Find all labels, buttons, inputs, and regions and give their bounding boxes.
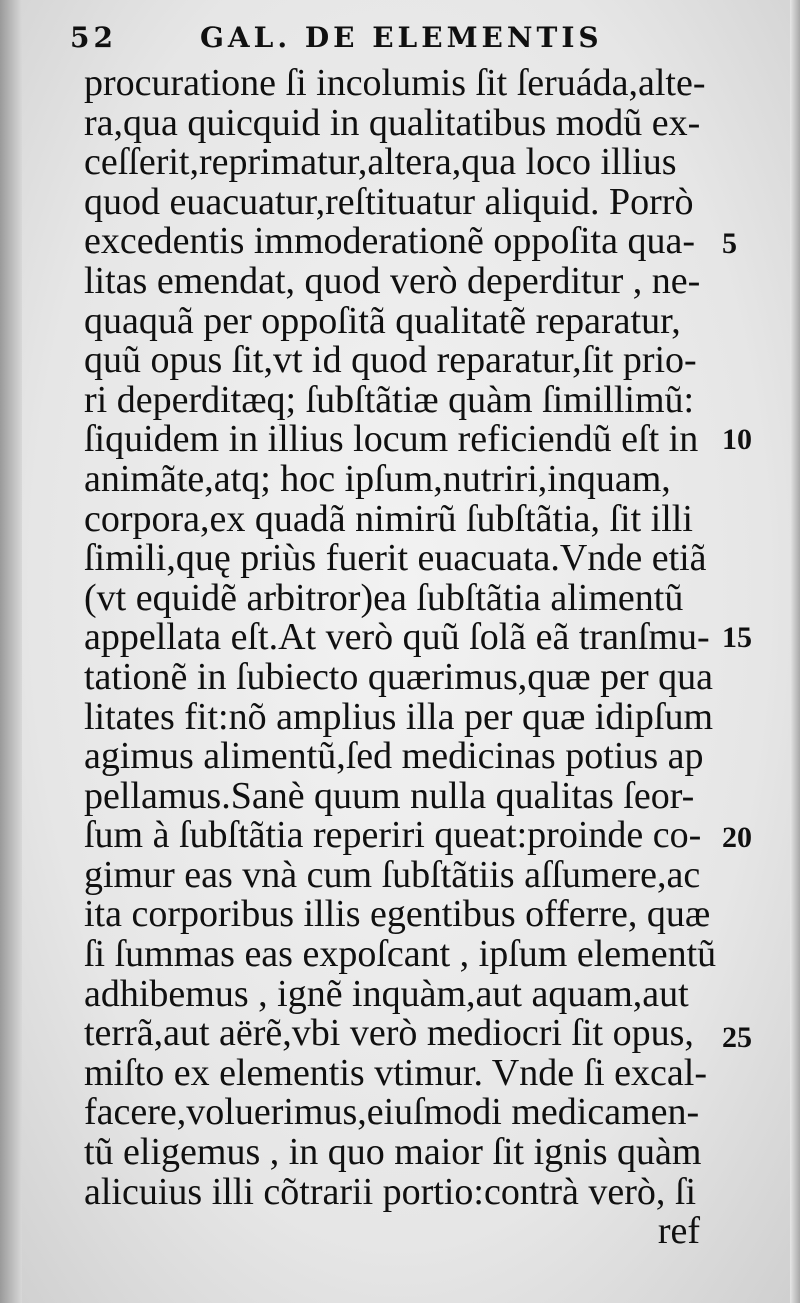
margin-line-number: 15 — [722, 621, 752, 654]
text-line: ri deperditæq; ſubſtãtiæ quàm ſimillimũ: — [84, 380, 695, 421]
page-edge-shadow — [790, 0, 800, 1303]
text-line: appellata eſt.At verò quũ ſolã eã tranſmu- — [84, 618, 710, 658]
text-line: facere,voluerimus,eiuſmodi medicamen- — [84, 1093, 700, 1134]
text-line: tationẽ in ſubiecto quærimus,quæ per qua — [84, 657, 714, 698]
body-text — [84, 64, 720, 1252]
text-line: animãte,atq; hoc ipſum,nutriri,inquam, — [84, 459, 671, 500]
text-line: quod euacuatur,reſtituatur aliquid. Porrò — [84, 182, 694, 223]
page-header — [70, 18, 630, 58]
text-line: ſum à ſubſtãtia reperiri queat:proinde co- — [84, 816, 702, 856]
text-line: (vt equidẽ arbitror)ea ſubſtãtia alimentũ — [84, 578, 684, 619]
margin-line-number: 20 — [722, 821, 752, 854]
text-line: litas emendat, quod verò deperditur , ne- — [84, 261, 701, 302]
running-head: GAL. DE ELEMENTIS — [200, 21, 603, 54]
margin-line-number: 5 — [722, 227, 737, 260]
text-line: alicuius illi cõtrarii portio:contrà verò, ſi — [84, 1172, 697, 1213]
text-line: corpora,ex quadã nimirũ ſubſtãtia, ſit illi — [84, 499, 693, 540]
text-line: ceſſerit,reprimatur,altera,qua loco illius — [84, 143, 677, 183]
margin-line-number: 10 — [722, 423, 752, 456]
text-line: excedentis immoderationẽ oppoſita qua- — [84, 222, 695, 262]
text-line: adhibemus , ignẽ inquàm,aut aquam,aut — [84, 974, 689, 1015]
page-number: 52 — [70, 21, 117, 54]
text-line: gimur eas vnà cum ſubſtãtiis aſſumere,ac — [84, 855, 701, 896]
text-line: ſi ſummas eas expoſcant , ipſum elementũ — [84, 935, 717, 975]
text-line: tũ eligemus , in quo maior ſit ignis quàm — [84, 1133, 702, 1173]
text-line: quaquã per oppoſitã qualitatẽ reparatur, — [84, 301, 681, 342]
margin-line-number: 25 — [722, 1021, 752, 1054]
text-line: miſto ex elementis vtimur. Vnde ſi excal- — [84, 1053, 707, 1094]
text-line: agimus alimentũ,ſed medicinas potius ap — [84, 737, 704, 777]
page-gutter-shadow — [0, 0, 22, 1303]
text-line: pellamus.Sanè quum nulla qualitas ſeor- — [84, 776, 695, 817]
catchword: ref — [657, 1212, 700, 1252]
text-line: ra,qua quicquid in qualitatibus modũ ex- — [84, 103, 701, 144]
text-line: procuratione ſi incolumis ſit ſeruáda,alte- — [84, 64, 706, 104]
text-line: quũ opus ſit,vt id quod reparatur,ſit prio- — [84, 341, 697, 381]
text-line: ſiquidem in illius locum reficiendũ eſt in — [84, 420, 699, 460]
text-line: litates fit:nõ amplius illa per quæ idipſum — [84, 697, 714, 738]
text-line: terrã,aut aërẽ,vbi verò mediocri ſit opus, — [84, 1014, 694, 1054]
text-line: ſimili,quę priùs fuerit euacuata.Vnde etiã — [84, 539, 707, 579]
text-line: ita corporibus illis egentibus offerre, quæ — [84, 895, 711, 936]
